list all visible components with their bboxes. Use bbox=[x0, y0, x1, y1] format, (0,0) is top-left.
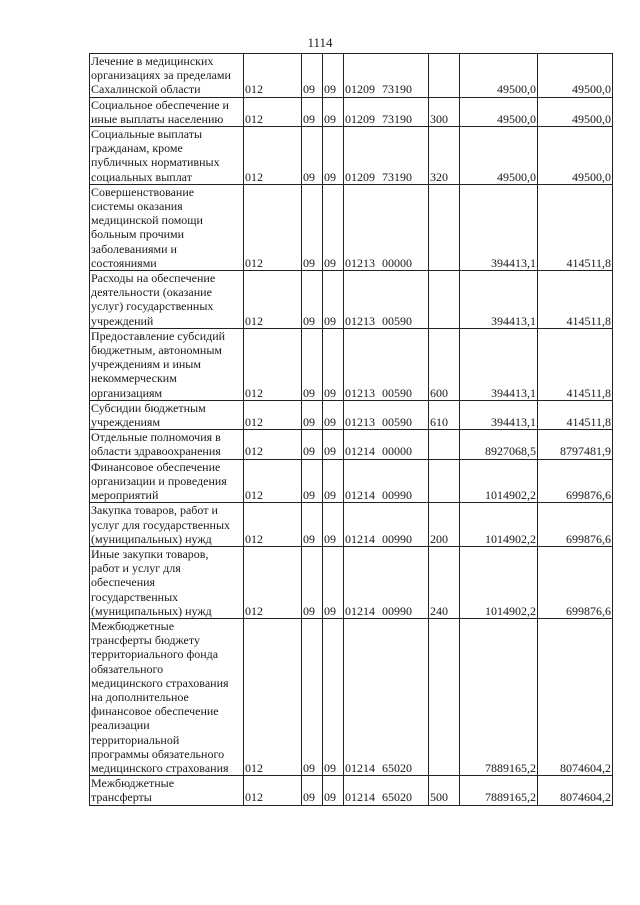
cell-ministry-code: 012 bbox=[244, 776, 302, 805]
cell-section: 09 bbox=[302, 776, 323, 805]
item-name-line: бюджетным, автономным bbox=[91, 343, 222, 358]
item-name-line: программы обязательного bbox=[91, 746, 225, 761]
cell-subsection: 09 bbox=[323, 97, 344, 126]
cell-amount-year-1: 8927068,5 bbox=[460, 430, 538, 459]
cell-target-article: 01209 73190 bbox=[344, 97, 429, 126]
cell-amount-year-2: 414511,8 bbox=[538, 400, 613, 429]
cell-subsection: 09 bbox=[323, 459, 344, 503]
cell-expense-type: 240 bbox=[429, 546, 460, 618]
table-row bbox=[90, 503, 613, 547]
table-row bbox=[90, 459, 613, 503]
item-name-line: медицинской помощи bbox=[91, 213, 203, 228]
cell-target-article: 01214 00990 bbox=[344, 546, 429, 618]
cell-expense-type bbox=[429, 618, 460, 775]
item-name-line: Лечение в медицинских bbox=[91, 54, 214, 68]
cell-section: 09 bbox=[302, 271, 323, 329]
item-name-line: иные выплаты населению bbox=[91, 111, 224, 126]
item-name-line: публичных нормативных bbox=[91, 155, 220, 170]
cell-subsection: 09 bbox=[323, 127, 344, 185]
cell-ministry-code: 012 bbox=[244, 97, 302, 126]
cell-amount-year-2: 414511,8 bbox=[538, 184, 613, 270]
cell-subsection: 09 bbox=[323, 546, 344, 618]
cell-item-name bbox=[90, 430, 244, 459]
cell-section: 09 bbox=[302, 546, 323, 618]
cell-expense-type bbox=[429, 430, 460, 459]
cell-subsection: 09 bbox=[323, 400, 344, 429]
cell-item-name bbox=[90, 328, 244, 400]
cell-target-article: 01213 00000 bbox=[344, 184, 429, 270]
item-name-line: Межбюджетные bbox=[91, 776, 175, 791]
item-name-line: заболеваниями и bbox=[91, 241, 177, 256]
item-name-line: обязательного bbox=[91, 661, 164, 676]
item-name-line: области здравоохранения bbox=[91, 444, 221, 459]
cell-section: 09 bbox=[302, 97, 323, 126]
cell-ministry-code: 012 bbox=[244, 271, 302, 329]
item-name-line: мероприятий bbox=[91, 488, 159, 503]
cell-item-name bbox=[90, 400, 244, 429]
cell-item-name bbox=[90, 546, 244, 618]
cell-amount-year-1: 1014902,2 bbox=[460, 459, 538, 503]
item-name-line: на дополнительное bbox=[91, 689, 189, 704]
item-name-line: Отдельные полномочия в bbox=[91, 430, 221, 445]
cell-ministry-code: 012 bbox=[244, 400, 302, 429]
cell-item-name bbox=[90, 54, 244, 98]
cell-amount-year-1: 7889165,2 bbox=[460, 618, 538, 775]
cell-section: 09 bbox=[302, 127, 323, 185]
item-name-line: Социальные выплаты bbox=[91, 127, 203, 142]
cell-section: 09 bbox=[302, 503, 323, 547]
item-name-line: Совершенствование bbox=[91, 184, 195, 199]
table-row bbox=[90, 97, 613, 126]
cell-target-article: 01209 73190 bbox=[344, 127, 429, 185]
cell-target-article: 01214 65020 bbox=[344, 618, 429, 775]
cell-item-name bbox=[90, 776, 244, 805]
cell-expense-type: 200 bbox=[429, 503, 460, 547]
cell-amount-year-1: 7889165,2 bbox=[460, 776, 538, 805]
cell-subsection: 09 bbox=[323, 776, 344, 805]
cell-expense-type bbox=[429, 184, 460, 270]
cell-expense-type bbox=[429, 271, 460, 329]
cell-target-article: 01213 00590 bbox=[344, 328, 429, 400]
item-name-line: учреждениям bbox=[91, 415, 161, 430]
cell-expense-type: 320 bbox=[429, 127, 460, 185]
budget-table bbox=[89, 53, 613, 806]
cell-target-article: 01214 00000 bbox=[344, 430, 429, 459]
cell-ministry-code: 012 bbox=[244, 503, 302, 547]
item-name-line: Социальное обеспечение и bbox=[91, 97, 229, 112]
cell-ministry-code: 012 bbox=[244, 184, 302, 270]
cell-item-name bbox=[90, 459, 244, 503]
cell-section: 09 bbox=[302, 430, 323, 459]
item-name-line: больным прочими bbox=[91, 227, 185, 242]
item-name-line: работ и услуг для bbox=[91, 561, 181, 576]
item-name-line: обеспечения bbox=[91, 575, 156, 590]
item-name-line: деятельности (оказание bbox=[91, 285, 212, 300]
item-name-line: Закупка товаров, работ и bbox=[91, 503, 218, 518]
item-name-line: организации и проведения bbox=[91, 473, 227, 488]
table-row bbox=[90, 430, 613, 459]
cell-item-name bbox=[90, 97, 244, 126]
cell-section: 09 bbox=[302, 328, 323, 400]
cell-expense-type bbox=[429, 459, 460, 503]
item-name-line: услуг для государственных bbox=[91, 517, 231, 532]
cell-target-article: 01214 65020 bbox=[344, 776, 429, 805]
cell-amount-year-2: 49500,0 bbox=[538, 127, 613, 185]
cell-amount-year-1: 394413,1 bbox=[460, 184, 538, 270]
cell-section: 09 bbox=[302, 400, 323, 429]
cell-amount-year-2: 8074604,2 bbox=[538, 776, 613, 805]
cell-amount-year-2: 699876,6 bbox=[538, 459, 613, 503]
item-name-line: территориального фонда bbox=[91, 647, 219, 662]
cell-section: 09 bbox=[302, 54, 323, 98]
item-name-line: организациях за пределами bbox=[91, 68, 231, 83]
cell-section: 09 bbox=[302, 459, 323, 503]
item-name-line: медицинского страхования bbox=[91, 675, 229, 690]
item-name-line: учреждений bbox=[91, 313, 154, 328]
cell-ministry-code: 012 bbox=[244, 127, 302, 185]
cell-amount-year-1: 49500,0 bbox=[460, 127, 538, 185]
item-name-line: социальных выплат bbox=[91, 169, 192, 184]
item-name-line: Сахалинской области bbox=[91, 82, 201, 97]
cell-item-name bbox=[90, 271, 244, 329]
cell-amount-year-2: 8797481,9 bbox=[538, 430, 613, 459]
cell-item-name bbox=[90, 127, 244, 185]
cell-amount-year-2: 49500,0 bbox=[538, 97, 613, 126]
cell-ministry-code: 012 bbox=[244, 430, 302, 459]
cell-section: 09 bbox=[302, 618, 323, 775]
cell-item-name bbox=[90, 184, 244, 270]
cell-expense-type: 300 bbox=[429, 97, 460, 126]
item-name-line: финансовое обеспечение bbox=[91, 704, 219, 719]
cell-amount-year-2: 414511,8 bbox=[538, 328, 613, 400]
cell-ministry-code: 012 bbox=[244, 546, 302, 618]
cell-target-article: 01213 00590 bbox=[344, 271, 429, 329]
cell-expense-type: 500 bbox=[429, 776, 460, 805]
cell-amount-year-2: 699876,6 bbox=[538, 546, 613, 618]
cell-amount-year-1: 394413,1 bbox=[460, 271, 538, 329]
table-row bbox=[90, 400, 613, 429]
table-row bbox=[90, 127, 613, 185]
item-name-line: Предоставление субсидий bbox=[91, 328, 226, 343]
table-row bbox=[90, 328, 613, 400]
cell-subsection: 09 bbox=[323, 430, 344, 459]
item-name-line: учреждениям и иным bbox=[91, 357, 201, 372]
cell-subsection: 09 bbox=[323, 328, 344, 400]
cell-subsection: 09 bbox=[323, 618, 344, 775]
cell-expense-type bbox=[429, 54, 460, 98]
item-name-line: системы оказания bbox=[91, 199, 183, 214]
cell-ministry-code: 012 bbox=[244, 54, 302, 98]
cell-target-article: 01213 00590 bbox=[344, 400, 429, 429]
cell-ministry-code: 012 bbox=[244, 328, 302, 400]
cell-target-article: 01214 00990 bbox=[344, 459, 429, 503]
cell-amount-year-1: 394413,1 bbox=[460, 400, 538, 429]
item-name-line: (муниципальных) нужд bbox=[91, 603, 212, 618]
cell-target-article: 01209 73190 bbox=[344, 54, 429, 98]
table-row bbox=[90, 618, 613, 775]
cell-amount-year-2: 8074604,2 bbox=[538, 618, 613, 775]
cell-amount-year-1: 49500,0 bbox=[460, 97, 538, 126]
item-name-line: (муниципальных) нужд bbox=[91, 531, 212, 546]
item-name-line: организациям bbox=[91, 385, 163, 400]
cell-amount-year-1: 1014902,2 bbox=[460, 546, 538, 618]
table-row bbox=[90, 54, 613, 98]
table-row bbox=[90, 546, 613, 618]
item-name-line: Иные закупки товаров, bbox=[91, 546, 209, 561]
cell-subsection: 09 bbox=[323, 54, 344, 98]
item-name-line: Расходы на обеспечение bbox=[91, 271, 216, 286]
cell-subsection: 09 bbox=[323, 503, 344, 547]
cell-amount-year-2: 699876,6 bbox=[538, 503, 613, 547]
cell-amount-year-2: 49500,0 bbox=[538, 54, 613, 98]
cell-amount-year-1: 49500,0 bbox=[460, 54, 538, 98]
cell-ministry-code: 012 bbox=[244, 618, 302, 775]
item-name-line: Субсидии бюджетным bbox=[91, 400, 206, 415]
cell-section: 09 bbox=[302, 184, 323, 270]
table-row bbox=[90, 776, 613, 805]
cell-amount-year-2: 414511,8 bbox=[538, 271, 613, 329]
cell-amount-year-1: 1014902,2 bbox=[460, 503, 538, 547]
page-number: 1114 bbox=[307, 35, 333, 50]
cell-target-article: 01214 00990 bbox=[344, 503, 429, 547]
item-name-line: некоммерческим bbox=[91, 371, 177, 386]
cell-amount-year-1: 394413,1 bbox=[460, 328, 538, 400]
cell-ministry-code: 012 bbox=[244, 459, 302, 503]
cell-expense-type: 600 bbox=[429, 328, 460, 400]
item-name-line: трансферты бюджету bbox=[91, 633, 200, 648]
item-name-line: гражданам, кроме bbox=[91, 141, 183, 156]
item-name-line: медицинского страхования bbox=[91, 760, 229, 775]
cell-item-name bbox=[90, 503, 244, 547]
cell-subsection: 09 bbox=[323, 184, 344, 270]
cell-item-name bbox=[90, 618, 244, 775]
cell-expense-type: 610 bbox=[429, 400, 460, 429]
item-name-line: государственных bbox=[91, 589, 179, 604]
cell-subsection: 09 bbox=[323, 271, 344, 329]
table-row bbox=[90, 184, 613, 270]
table-body bbox=[90, 54, 613, 806]
item-name-line: Межбюджетные bbox=[91, 618, 175, 633]
item-name-line: реализации bbox=[91, 718, 150, 733]
item-name-line: территориальной bbox=[91, 732, 180, 747]
item-name-line: трансферты bbox=[91, 790, 152, 805]
item-name-line: состояниями bbox=[91, 255, 157, 270]
item-name-line: Финансовое обеспечение bbox=[91, 459, 221, 474]
table-row bbox=[90, 271, 613, 329]
item-name-line: услуг) государственных bbox=[91, 299, 214, 314]
